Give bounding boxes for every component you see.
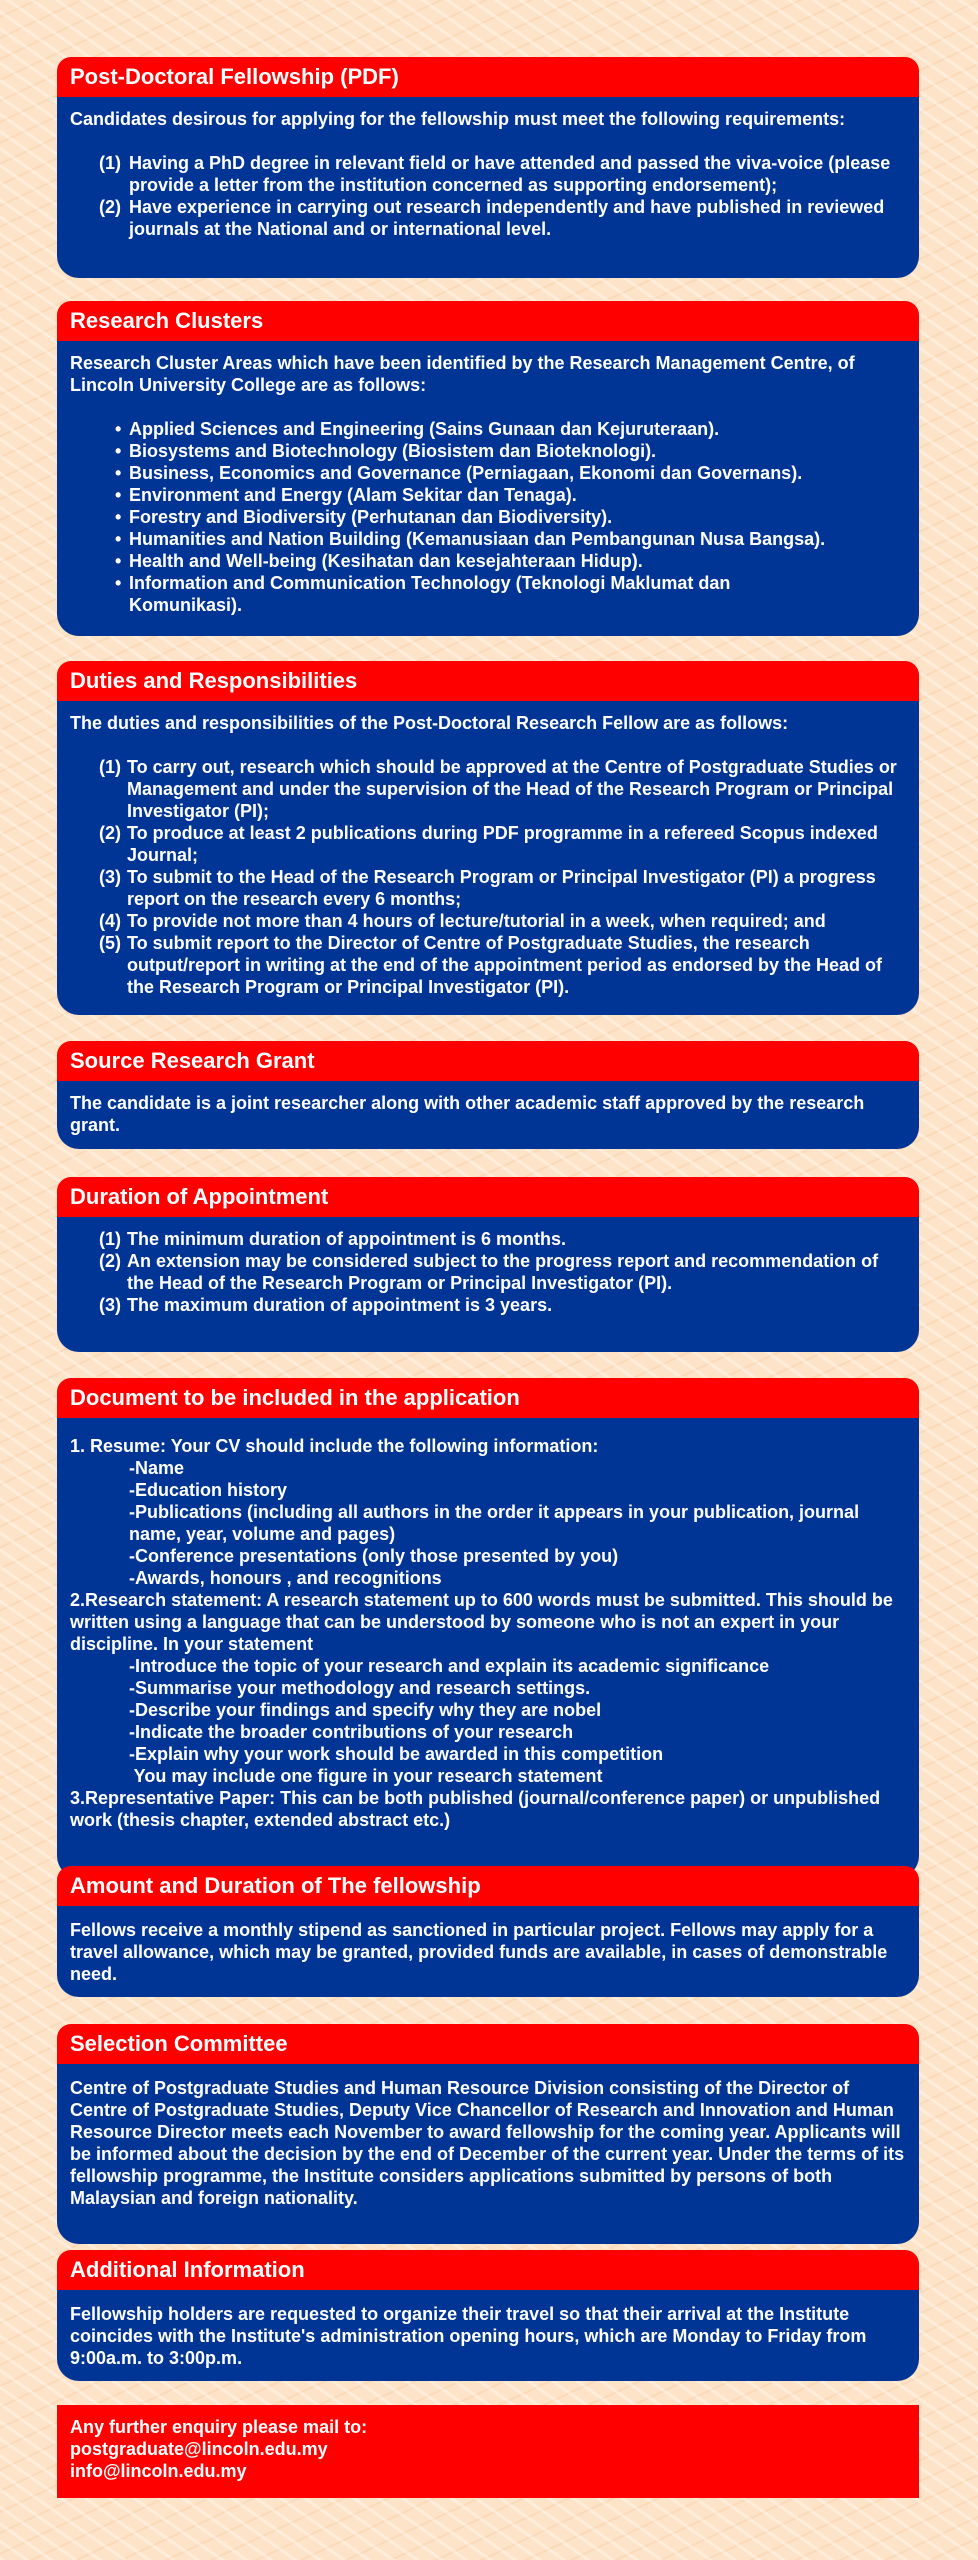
list-item: -Explain why your work should be awarded in this competition [129,1744,664,1764]
section-body [57,1418,919,1878]
section-heading: Additional Information [57,2250,919,2290]
resume-list [70,1457,906,1589]
section-body [57,97,919,278]
section-body [57,1906,919,1997]
section-heading: Post-Doctoral Fellowship (PDF) [57,57,919,97]
section-heading: Document to be included in the application [57,1378,919,1418]
list-item: • Applied Sciences and Engineering (Sains Gunaan dan Kejuruteraan). [115,419,720,439]
section-duration [57,1177,919,1352]
list-item: -Education history [129,1480,288,1500]
amount-text: Fellows receive a monthly stipend as sanctioned in particular project. Fellows may apply for a travel allowance, which may be granted, provided funds are available, in cases of demonstrable need. [70,1920,888,1984]
duration-list [70,1228,906,1316]
additional-text: Fellowship holders are requested to organize their travel so that their arrival at the Institute coincides with the Institute's administration opening hours, which are Monday to Friday from 9:00a.m. to 3:00p.m. [70,2304,867,2368]
requirements-list [70,152,906,240]
section-heading: Amount and Duration of The fellowship [57,1866,919,1906]
list-item: (3) The maximum duration of appointment is 3 years. [99,1295,553,1315]
section-body [57,1217,919,1352]
section-heading: Selection Committee [57,2024,919,2064]
list-item: • Biosystems and Biotechnology (Biosistem dan Bioteknologi). [115,441,657,461]
list-item: (1) Having a PhD degree in relevant field or have attended and passed the viva-voice (please provide a letter from the institution concerned as supporting endorsement); [99,153,891,195]
clusters-list [70,418,906,616]
section-clusters [57,301,919,636]
section-body [57,2290,919,2381]
section-duties [57,661,919,1015]
list-item: • Humanities and Nation Building (Kemanusiaan dan Pembangunan Nusa Bangsa). [115,529,826,549]
list-item: -Introduce the topic of your research and explain its academic significance [129,1656,770,1676]
list-item: -Summarise your methodology and research settings. [129,1678,591,1698]
section-pdf [57,57,919,278]
email-link[interactable]: postgraduate@lincoln.edu.my [70,2439,328,2459]
list-item: (3) To submit to the Head of the Research Program or Principal Investigator (PI) a progress report on the research every 6 months; [99,867,876,909]
section-body [57,2064,919,2244]
list-item: • Forestry and Biodiversity (Perhutanan dan Biodiversity). [115,507,613,527]
paper-text: 3.Representative Paper: This can be both published (journal/conference paper) or unpublished work (thesis chapter, extended abstract etc.) [70,1788,881,1830]
list-item: You may include one figure in your research statement [129,1766,603,1786]
list-item: • Business, Economics and Governance (Perniagaan, Ekonomi dan Governans). [115,463,803,483]
committee-text: Centre of Postgraduate Studies and Human Resource Division consisting of the Director of Centre of Postgraduate Studies, Deputy Vice Chancellor of Research and Innovation and Human Resource Director meets each November to award fellowship for the coming year. Applicants will be informed about the decision by the end of December of the current year. Under the terms of its fellowship programme, the Institute considers applications submitted by persons of both Malaysian and foreign nationality. [70,2078,905,2208]
statement-title: 2.Research statement: A research statement up to 600 words must be submitted. This should be written using a language that can be understood by someone who is not an expert in your discipline. In your statement [70,1590,893,1654]
section-committee [57,2024,919,2244]
duties-list [70,756,906,998]
section-body [57,701,919,1015]
list-item: (1) To carry out, research which should be approved at the Centre of Postgraduate Studies or Management and under the supervision of the Head of the Research Program or Principal Investigator (PI); [99,757,897,821]
section-heading: Research Clusters [57,301,919,341]
list-item: • Health and Well-being (Kesihatan dan kesejahteraan Hidup). [115,551,643,571]
resume-title: 1. Resume: Your CV should include the following information: [70,1436,599,1456]
list-item: (4) To provide not more than 4 hours of lecture/tutorial in a week, when required; and [99,911,826,931]
email-link[interactable]: info@lincoln.edu.my [70,2461,247,2481]
list-item: -Publications (including all authors in the order it appears in your publication, journal name, year, volume and pages) [129,1502,860,1544]
list-item: -Awards, honours , and recognitions [129,1568,442,1588]
list-item: -Name [129,1458,185,1478]
section-heading: Duties and Responsibilities [57,661,919,701]
list-item: • Environment and Energy (Alam Sekitar dan Tenaga). [115,485,577,505]
list-item: (1) The minimum duration of appointment is 6 months. [99,1229,567,1249]
intro-text: Research Cluster Areas which have been identified by the Research Management Centre, of Lincoln University College are as follows: [70,353,855,395]
list-item: -Indicate the broader contributions of your research [129,1722,574,1742]
list-item: (5) To submit report to the Director of Centre of Postgraduate Studies, the research output/report in writing at the end of the appointment period as endorsed by the Head of the Research Program or Principal Investigator (PI). [99,933,883,997]
section-grant [57,1041,919,1149]
section-body [57,1081,919,1149]
section-body [57,341,919,636]
list-item: (2) Have experience in carrying out research independently and have published in reviewed journals at the National and or international level. [99,197,885,239]
list-item: (2) An extension may be considered subject to the progress report and recommendation of the Head of the Research Program or Principal Investigator (PI). [99,1251,879,1293]
section-additional [57,2250,919,2381]
section-documents [57,1378,919,1878]
statement-list [70,1655,906,1787]
intro-text: Candidates desirous for applying for the fellowship must meet the following requirements: [70,109,846,129]
section-heading: Duration of Appointment [57,1177,919,1217]
list-item: (2) To produce at least 2 publications during PDF programme in a refereed Scopus indexed Journal; [99,823,878,865]
list-item: -Conference presentations (only those presented by you) [129,1546,619,1566]
list-item: • Information and Communication Technology (Teknologi Maklumat dan Komunikasi). [115,573,731,615]
contact-box [57,2405,919,2498]
section-heading: Source Research Grant [57,1041,919,1081]
grant-text: The candidate is a joint researcher along with other academic staff approved by the research grant. [70,1093,865,1135]
contact-label: Any further enquiry please mail to: [70,2417,368,2437]
list-item: -Describe your findings and specify why they are nobel [129,1700,602,1720]
section-amount [57,1866,919,1997]
intro-text: The duties and responsibilities of the Post-Doctoral Research Fellow are as follows: [70,713,789,733]
